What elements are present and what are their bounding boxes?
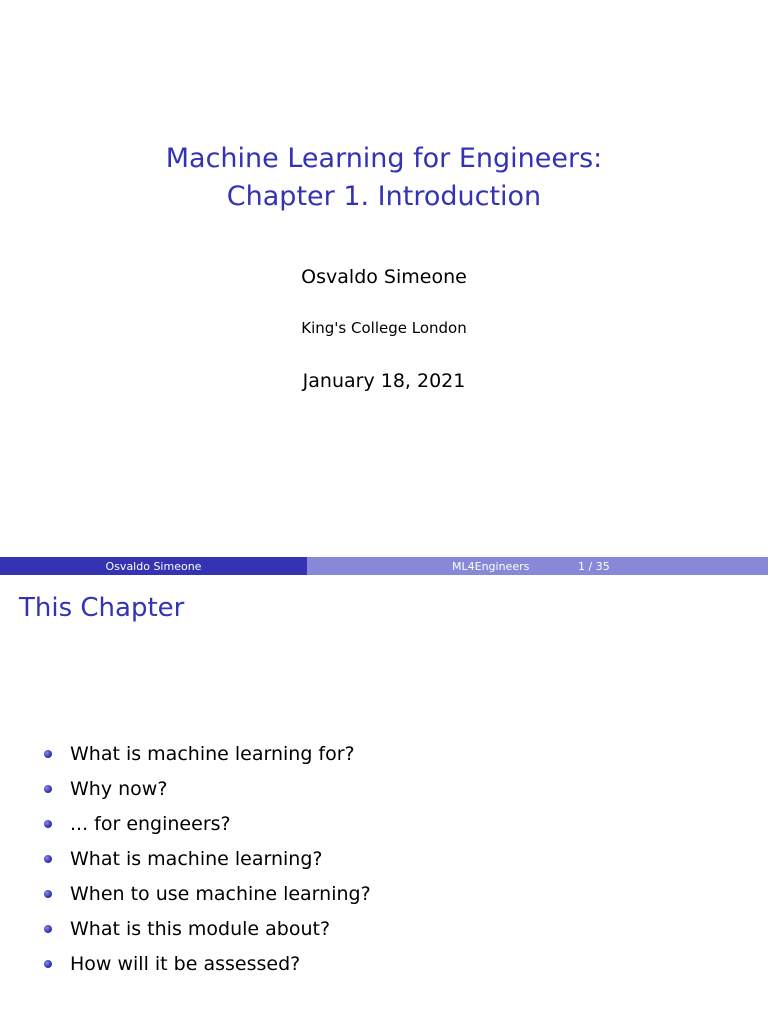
bullet-dot-icon	[44, 925, 52, 933]
institute-name: King's College London	[301, 319, 467, 337]
bullet-dot-icon	[44, 820, 52, 828]
footer-page-number: 1 / 35	[578, 559, 610, 573]
bullet-dot-icon	[44, 890, 52, 898]
slide-footer	[0, 557, 768, 575]
bullet-text: When to use machine learning?	[70, 882, 371, 905]
bullet-item	[44, 876, 371, 911]
bullet-text: What is this module about?	[70, 917, 331, 940]
presentation-date: January 18, 2021	[302, 370, 466, 392]
bullet-list	[44, 736, 371, 981]
bullet-text: How will it be assessed?	[70, 952, 301, 975]
bullet-item	[44, 946, 371, 981]
bullet-dot-icon	[44, 855, 52, 863]
footer-short-title: ML4Engineers	[452, 559, 530, 573]
presentation-title	[0, 140, 768, 216]
bullet-item	[44, 736, 371, 771]
bullet-item	[44, 841, 371, 876]
footer-author: Osvaldo Simeone	[105, 559, 202, 573]
bullet-item	[44, 806, 371, 841]
bullet-item	[44, 911, 371, 946]
bullet-text: What is machine learning for?	[70, 742, 355, 765]
bullet-dot-icon	[44, 960, 52, 968]
footer-author-section	[0, 557, 307, 575]
title-line-1: Machine Learning for Engineers:	[165, 143, 603, 174]
bullet-item	[44, 771, 371, 806]
bullet-dot-icon	[44, 785, 52, 793]
title-line-2: Chapter 1. Introduction	[226, 181, 542, 212]
frame-title: This Chapter	[19, 593, 185, 623]
author-name: Osvaldo Simeone	[301, 266, 467, 288]
content-slide	[0, 575, 768, 1024]
bullet-text: Why now?	[70, 777, 168, 800]
bullet-text: ... for engineers?	[70, 812, 231, 835]
bullet-text: What is machine learning?	[70, 847, 323, 870]
footer-info-section	[307, 557, 768, 575]
bullet-dot-icon	[44, 750, 52, 758]
